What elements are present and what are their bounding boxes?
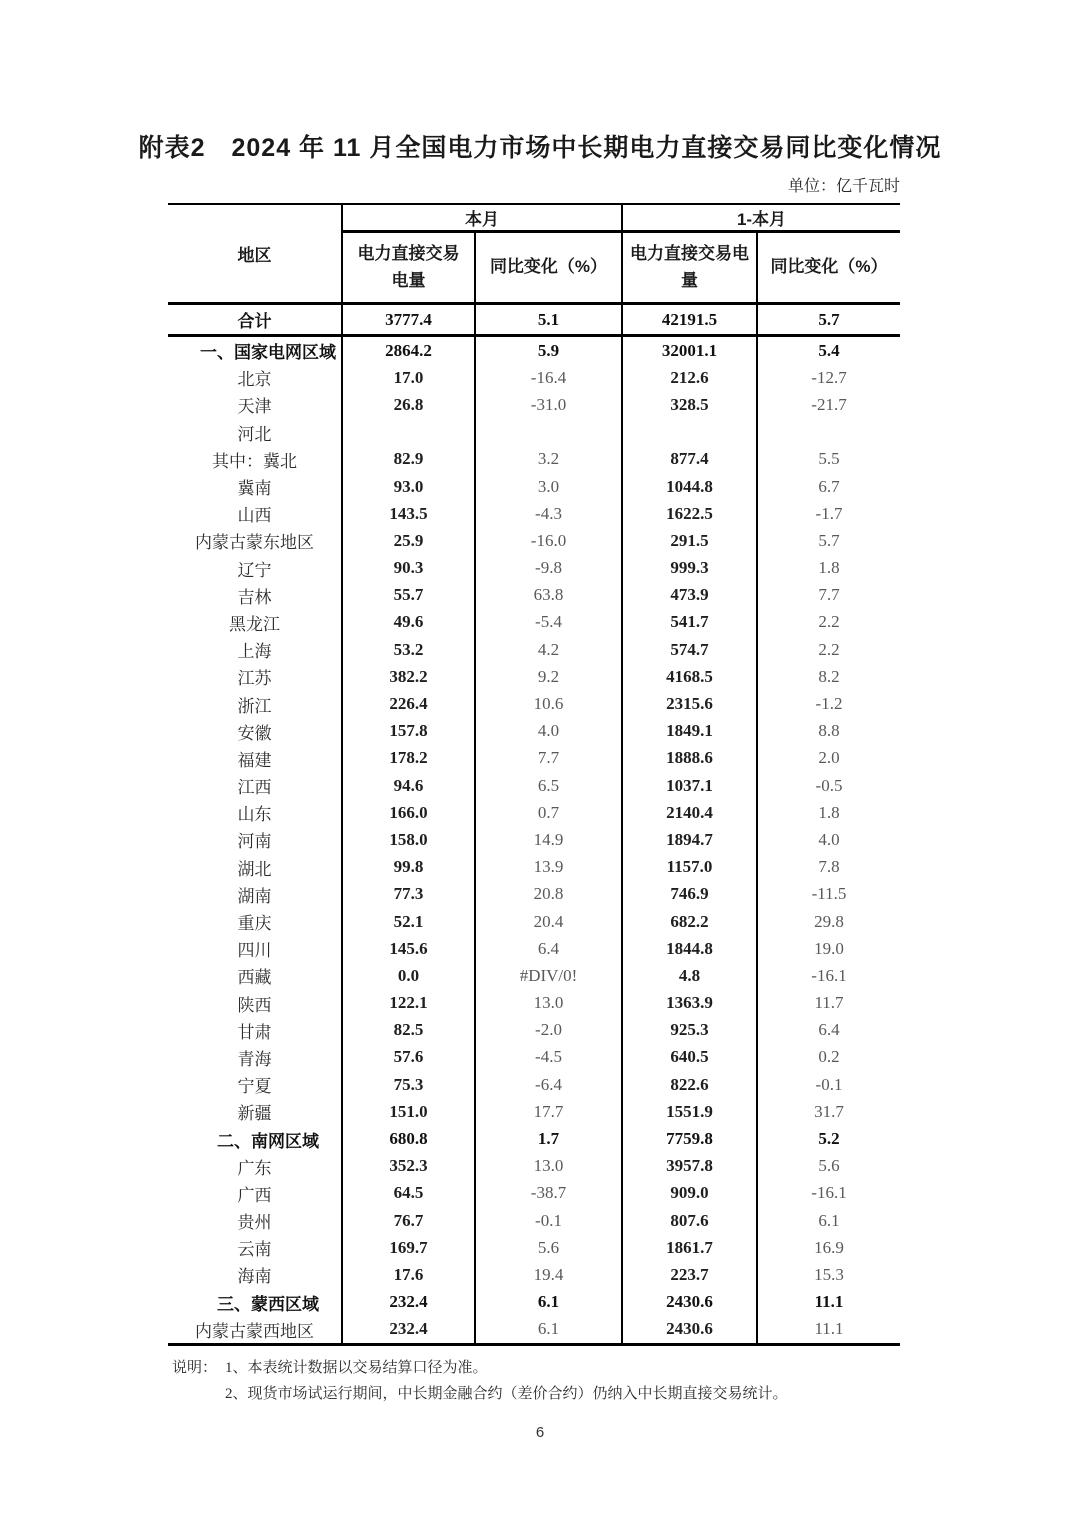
cumulative-yoy-cell: 29.8	[757, 908, 900, 935]
cumulative-volume-cell: 3957.8	[622, 1153, 757, 1180]
cumulative-volume-cell: 1894.7	[622, 826, 757, 853]
page-title: 附表2 2024 年 11 月全国电力市场中长期电力直接交易同比变化情况	[138, 134, 942, 162]
month-yoy-cell: 6.1	[475, 1289, 622, 1316]
cumulative-volume-cell: 1888.6	[622, 745, 757, 772]
month-volume-cell: 145.6	[342, 935, 475, 962]
month-volume-cell: 76.7	[342, 1207, 475, 1234]
month-yoy-cell: 6.4	[475, 935, 622, 962]
cumulative-yoy-cell	[757, 419, 900, 446]
month-yoy-cell: -38.7	[475, 1180, 622, 1207]
table-row	[168, 1153, 900, 1180]
month-yoy-cell: 5.1	[475, 304, 622, 336]
cumulative-yoy-cell: 11.1	[757, 1289, 900, 1316]
cumulative-volume-cell: 877.4	[622, 446, 757, 473]
cumulative-volume-cell: 746.9	[622, 881, 757, 908]
month-volume-cell: 93.0	[342, 473, 475, 500]
region-cell: 福建	[237, 750, 272, 770]
month-yoy-cell: 10.6	[475, 690, 622, 717]
cumulative-volume-cell: 2140.4	[622, 799, 757, 826]
month-volume-cell: 82.9	[342, 446, 475, 473]
cumulative-volume-cell: 1363.9	[622, 990, 757, 1017]
region-cell: 陕西	[237, 995, 272, 1015]
col-group-cumulative-months: 1-本月	[622, 204, 900, 232]
month-yoy-cell: 4.0	[475, 718, 622, 745]
month-volume-cell: 52.1	[342, 908, 475, 935]
region-cell: 贵州	[237, 1213, 272, 1233]
cumulative-yoy-cell: -1.7	[757, 500, 900, 527]
region-cell: 甘肃	[237, 1022, 272, 1042]
cumulative-yoy-cell: 0.2	[757, 1044, 900, 1071]
month-yoy-cell: 63.8	[475, 582, 622, 609]
month-volume-cell: 232.4	[342, 1289, 475, 1316]
month-volume-cell: 157.8	[342, 718, 475, 745]
month-yoy-cell: 1.7	[475, 1125, 622, 1152]
month-volume-cell	[342, 419, 475, 446]
cumulative-yoy-cell: -16.1	[757, 1180, 900, 1207]
cumulative-volume-cell: 212.6	[622, 364, 757, 391]
month-volume-cell: 232.4	[342, 1316, 475, 1345]
table-row	[168, 1316, 900, 1345]
month-volume-cell: 25.9	[342, 527, 475, 554]
cumulative-volume-cell: 574.7	[622, 636, 757, 663]
cumulative-volume-cell: 1861.7	[622, 1234, 757, 1261]
col-header-month-volume: 电力直接交易电量	[342, 232, 475, 304]
cumulative-yoy-cell: 5.2	[757, 1125, 900, 1152]
table-row	[168, 745, 900, 772]
region-cell: 广东	[237, 1158, 272, 1178]
cumulative-volume-cell: 1622.5	[622, 500, 757, 527]
region-cell: 湖北	[237, 859, 272, 879]
cumulative-volume-cell: 223.7	[622, 1261, 757, 1288]
table-body	[168, 304, 900, 1345]
col-header-cumulative-yoy: 同比变化（%）	[757, 232, 900, 304]
region-cell: 宁夏	[237, 1077, 272, 1097]
note-line-2: 2、现货市场试运行期间，中长期金融合约（差价合约）仍纳入中长期直接交易统计。	[225, 1385, 788, 1402]
cumulative-volume-cell: 640.5	[622, 1044, 757, 1071]
region-cell: 其中：冀北	[212, 451, 297, 471]
table-row	[168, 1234, 900, 1261]
table-row	[168, 636, 900, 663]
region-cell: 三、蒙西区域	[217, 1294, 319, 1314]
col-group-current-month: 本月	[342, 204, 622, 232]
table-row	[168, 609, 900, 636]
table-header	[168, 204, 900, 304]
month-yoy-cell: 19.4	[475, 1261, 622, 1288]
cumulative-yoy-cell: 2.2	[757, 609, 900, 636]
region-cell: 北京	[237, 370, 272, 390]
table-row	[168, 1044, 900, 1071]
month-yoy-cell: -16.4	[475, 364, 622, 391]
region-cell: 合计	[168, 304, 342, 336]
month-volume-cell: 166.0	[342, 799, 475, 826]
month-yoy-cell: 3.2	[475, 446, 622, 473]
month-yoy-cell: -4.3	[475, 500, 622, 527]
month-yoy-cell: -5.4	[475, 609, 622, 636]
cumulative-volume-cell: 1844.8	[622, 935, 757, 962]
region-cell: 山西	[237, 506, 272, 526]
month-volume-cell: 352.3	[342, 1153, 475, 1180]
month-yoy-cell: 20.4	[475, 908, 622, 935]
region-cell: 江苏	[237, 669, 272, 689]
month-yoy-cell: 17.7	[475, 1098, 622, 1125]
month-yoy-cell: -4.5	[475, 1044, 622, 1071]
cumulative-volume-cell: 473.9	[622, 582, 757, 609]
month-volume-cell: 57.6	[342, 1044, 475, 1071]
unit-label: 单位：亿千瓦时	[787, 178, 900, 195]
month-volume-cell: 178.2	[342, 745, 475, 772]
table-row	[168, 1125, 900, 1152]
month-volume-cell: 226.4	[342, 690, 475, 717]
cumulative-yoy-cell: 5.4	[757, 336, 900, 365]
table-row	[168, 336, 900, 365]
cumulative-yoy-cell: 5.6	[757, 1153, 900, 1180]
month-yoy-cell: 6.1	[475, 1316, 622, 1345]
month-volume-cell: 17.6	[342, 1261, 475, 1288]
month-yoy-cell: #DIV/0!	[475, 962, 622, 989]
table-row	[168, 419, 900, 446]
col-header-cumulative-volume: 电力直接交易电量	[622, 232, 757, 304]
cumulative-volume-cell: 4.8	[622, 962, 757, 989]
month-volume-cell: 99.8	[342, 854, 475, 881]
table-row	[168, 935, 900, 962]
table-row	[168, 962, 900, 989]
cumulative-volume-cell: 32001.1	[622, 336, 757, 365]
cumulative-volume-cell: 2430.6	[622, 1316, 757, 1345]
month-volume-cell: 75.3	[342, 1071, 475, 1098]
cumulative-yoy-cell: 6.7	[757, 473, 900, 500]
cumulative-volume-cell: 2315.6	[622, 690, 757, 717]
month-volume-cell: 169.7	[342, 1234, 475, 1261]
page-number: 6	[535, 1424, 545, 1441]
cumulative-yoy-cell: 2.0	[757, 745, 900, 772]
cumulative-volume-cell: 822.6	[622, 1071, 757, 1098]
month-volume-cell: 3777.4	[342, 304, 475, 336]
cumulative-volume-cell: 2430.6	[622, 1289, 757, 1316]
month-yoy-cell	[475, 419, 622, 446]
table-row	[168, 908, 900, 935]
region-cell: 海南	[237, 1267, 272, 1287]
cumulative-yoy-cell: 15.3	[757, 1261, 900, 1288]
month-volume-cell: 77.3	[342, 881, 475, 908]
cumulative-yoy-cell: 5.7	[757, 304, 900, 336]
table-row	[168, 718, 900, 745]
cumulative-yoy-cell: 6.4	[757, 1017, 900, 1044]
cumulative-volume-cell: 1037.1	[622, 772, 757, 799]
cumulative-yoy-cell: 4.0	[757, 826, 900, 853]
table-row	[168, 1261, 900, 1288]
cumulative-volume-cell: 4168.5	[622, 663, 757, 690]
table-row	[168, 690, 900, 717]
month-yoy-cell: -6.4	[475, 1071, 622, 1098]
table-row	[168, 1180, 900, 1207]
cumulative-volume-cell: 1044.8	[622, 473, 757, 500]
notes	[172, 1355, 932, 1407]
cumulative-yoy-cell: -1.2	[757, 690, 900, 717]
notes-lines	[225, 1355, 788, 1407]
month-yoy-cell: 13.0	[475, 990, 622, 1017]
region-cell: 内蒙古蒙东地区	[195, 533, 314, 553]
table-row	[168, 391, 900, 418]
region-cell: 湖南	[237, 886, 272, 906]
cumulative-volume-cell: 42191.5	[622, 304, 757, 336]
month-yoy-cell: -0.1	[475, 1207, 622, 1234]
month-volume-cell: 151.0	[342, 1098, 475, 1125]
region-cell: 河北	[237, 424, 272, 444]
table-row	[168, 1017, 900, 1044]
cumulative-yoy-cell: 1.8	[757, 799, 900, 826]
cumulative-volume-cell: 1157.0	[622, 854, 757, 881]
cumulative-yoy-cell: 11.7	[757, 990, 900, 1017]
table-row	[168, 555, 900, 582]
month-volume-cell: 94.6	[342, 772, 475, 799]
table-row	[168, 364, 900, 391]
region-cell: 辽宁	[237, 560, 272, 580]
month-yoy-cell: 4.2	[475, 636, 622, 663]
cumulative-yoy-cell: 5.7	[757, 527, 900, 554]
table-row	[168, 446, 900, 473]
month-yoy-cell: -16.0	[475, 527, 622, 554]
month-volume-cell: 122.1	[342, 990, 475, 1017]
cumulative-volume-cell: 1849.1	[622, 718, 757, 745]
region-cell: 上海	[237, 642, 272, 662]
month-volume-cell: 143.5	[342, 500, 475, 527]
month-volume-cell: 158.0	[342, 826, 475, 853]
table-row	[168, 826, 900, 853]
month-volume-cell: 64.5	[342, 1180, 475, 1207]
region-cell: 冀南	[237, 479, 272, 499]
cumulative-volume-cell: 328.5	[622, 391, 757, 418]
cumulative-yoy-cell: -16.1	[757, 962, 900, 989]
table-row	[168, 473, 900, 500]
region-cell: 浙江	[237, 696, 272, 716]
region-cell: 山东	[237, 805, 272, 825]
table-row	[168, 304, 900, 336]
month-yoy-cell: -9.8	[475, 555, 622, 582]
region-cell: 四川	[237, 941, 272, 961]
month-yoy-cell: 20.8	[475, 881, 622, 908]
region-cell: 河南	[237, 832, 272, 852]
month-yoy-cell: 7.7	[475, 745, 622, 772]
month-volume-cell: 17.0	[342, 364, 475, 391]
region-cell: 新疆	[237, 1104, 272, 1124]
region-cell: 安徽	[237, 723, 272, 743]
header-row-groups	[168, 204, 900, 232]
table-row	[168, 1289, 900, 1316]
month-yoy-cell: -2.0	[475, 1017, 622, 1044]
table-row	[168, 854, 900, 881]
month-yoy-cell: 13.0	[475, 1153, 622, 1180]
cumulative-yoy-cell: -12.7	[757, 364, 900, 391]
month-yoy-cell: -31.0	[475, 391, 622, 418]
table-row	[168, 582, 900, 609]
cumulative-yoy-cell: -0.5	[757, 772, 900, 799]
table-row	[168, 527, 900, 554]
cumulative-yoy-cell: 7.8	[757, 854, 900, 881]
cumulative-volume-cell: 807.6	[622, 1207, 757, 1234]
cumulative-yoy-cell: 16.9	[757, 1234, 900, 1261]
table-row	[168, 799, 900, 826]
cumulative-yoy-cell: 11.1	[757, 1316, 900, 1345]
table-row	[168, 500, 900, 527]
region-cell: 青海	[237, 1049, 272, 1069]
table-row	[168, 1071, 900, 1098]
month-volume-cell: 0.0	[342, 962, 475, 989]
month-volume-cell: 55.7	[342, 582, 475, 609]
month-volume-cell: 82.5	[342, 1017, 475, 1044]
region-cell: 一、国家电网区域	[200, 343, 336, 363]
month-yoy-cell: 3.0	[475, 473, 622, 500]
month-volume-cell: 90.3	[342, 555, 475, 582]
month-volume-cell: 53.2	[342, 636, 475, 663]
cumulative-yoy-cell: 31.7	[757, 1098, 900, 1125]
table-row	[168, 990, 900, 1017]
cumulative-yoy-cell: -21.7	[757, 391, 900, 418]
cumulative-yoy-cell: 5.5	[757, 446, 900, 473]
table-row	[168, 772, 900, 799]
cumulative-yoy-cell: 7.7	[757, 582, 900, 609]
cumulative-yoy-cell: 8.8	[757, 718, 900, 745]
cumulative-volume-cell: 1551.9	[622, 1098, 757, 1125]
cumulative-yoy-cell: 6.1	[757, 1207, 900, 1234]
col-header-month-yoy: 同比变化（%）	[475, 232, 622, 304]
month-yoy-cell: 5.9	[475, 336, 622, 365]
region-cell: 黑龙江	[229, 614, 280, 634]
cumulative-yoy-cell: -11.5	[757, 881, 900, 908]
table-row	[168, 663, 900, 690]
cumulative-yoy-cell: 8.2	[757, 663, 900, 690]
cumulative-volume-cell: 925.3	[622, 1017, 757, 1044]
cumulative-yoy-cell: 2.2	[757, 636, 900, 663]
cumulative-volume-cell: 291.5	[622, 527, 757, 554]
cumulative-volume-cell: 909.0	[622, 1180, 757, 1207]
table-row	[168, 1098, 900, 1125]
cumulative-volume-cell: 541.7	[622, 609, 757, 636]
table-row	[168, 1207, 900, 1234]
cumulative-volume-cell: 7759.8	[622, 1125, 757, 1152]
notes-label: 说明：	[172, 1359, 218, 1376]
region-cell: 江西	[237, 778, 272, 798]
month-volume-cell: 382.2	[342, 663, 475, 690]
cumulative-yoy-cell: 19.0	[757, 935, 900, 962]
month-volume-cell: 26.8	[342, 391, 475, 418]
table-row	[168, 881, 900, 908]
region-cell: 二、南网区域	[217, 1131, 319, 1151]
region-cell: 云南	[237, 1240, 272, 1260]
month-yoy-cell: 14.9	[475, 826, 622, 853]
month-volume-cell: 2864.2	[342, 336, 475, 365]
month-yoy-cell: 6.5	[475, 772, 622, 799]
region-cell: 天津	[237, 397, 272, 417]
region-cell: 吉林	[237, 587, 272, 607]
note-line-1: 1、本表统计数据以交易结算口径为准。	[225, 1359, 488, 1376]
month-yoy-cell: 5.6	[475, 1234, 622, 1261]
cumulative-volume-cell	[622, 419, 757, 446]
data-table	[168, 203, 900, 1346]
col-header-region: 地区	[168, 204, 342, 304]
region-cell: 内蒙古蒙西地区	[195, 1321, 314, 1341]
month-volume-cell: 49.6	[342, 609, 475, 636]
month-yoy-cell: 0.7	[475, 799, 622, 826]
region-cell: 广西	[237, 1185, 272, 1205]
cumulative-volume-cell: 999.3	[622, 555, 757, 582]
month-yoy-cell: 9.2	[475, 663, 622, 690]
cumulative-yoy-cell: -0.1	[757, 1071, 900, 1098]
cumulative-yoy-cell: 1.8	[757, 555, 900, 582]
cumulative-volume-cell: 682.2	[622, 908, 757, 935]
region-cell: 西藏	[237, 968, 272, 988]
month-volume-cell: 680.8	[342, 1125, 475, 1152]
region-cell: 重庆	[237, 914, 272, 934]
month-yoy-cell: 13.9	[475, 854, 622, 881]
